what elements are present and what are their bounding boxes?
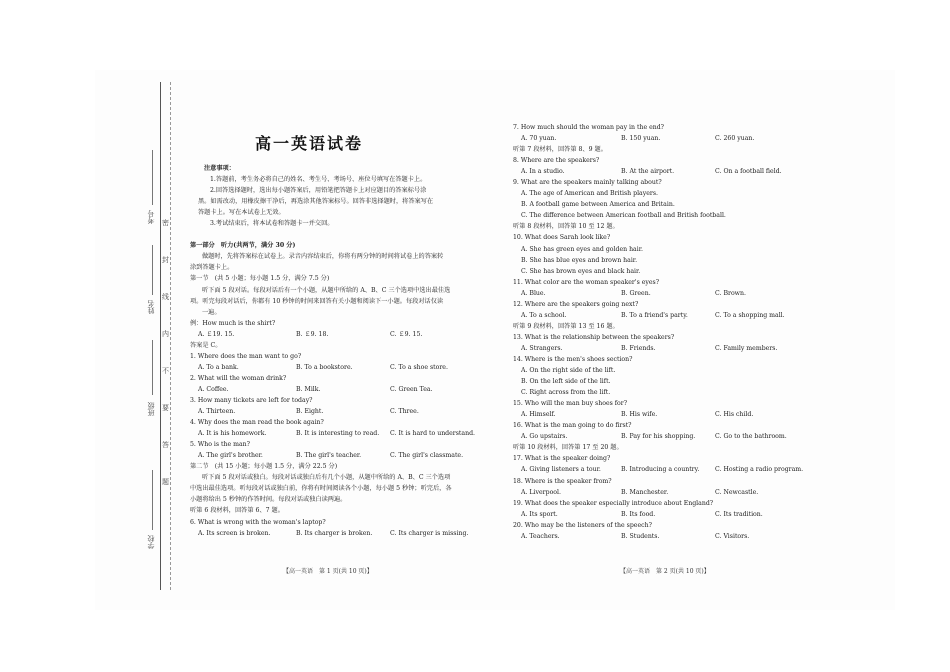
option: A. It is his homework. [198,430,267,438]
note-line: 1.答题前，考生务必将自己的姓名、考生号、考场号、座位号填写在答题卡上。 [210,176,427,184]
options [513,431,813,442]
question: 14. Where is the men's shoes section? [513,355,633,363]
section1-heading: 第一节 (共 5 小题；每小题 1.5 分，满分 7.5 分) [190,275,330,283]
seal-char: 线 [162,293,169,301]
question: 5. Who is the man? [190,441,250,449]
option: A. She has green eyes and golden hair. [521,245,643,253]
options [513,464,813,475]
option: C. Family members. [715,344,778,352]
options [513,133,813,144]
option: C. Its charger is missing. [390,529,469,537]
options [190,406,490,417]
option: B. Manchester. [621,488,669,496]
option: C. ￡9. 15. [390,330,423,338]
page-footer-2: 【高一英语 第 2 页(共 10 页)】 [620,568,710,575]
question: 17. What is the speaker doing? [513,455,611,463]
section2-intro: 听下面 5 段对话或独白。每段对话或独白后有几个小题，从题中所给的 A、B、C 三个选项 [202,474,451,482]
option: C. Its tradition. [715,510,763,518]
options [513,409,813,420]
note-line: 黑。如需改动，用橡皮擦干净后，再选涂其他答案标号。回答非选择题时，将答案写在 [198,198,434,206]
option: A. ￡19. 15. [198,330,235,338]
section2-intro: 中选出最佳选项。听每段对话或独白前，你将有时间阅读各个小题，每小题 5 秒钟；听完后，各 [190,485,452,493]
page-title: 高一英语试卷 [255,134,364,153]
question: 6. What is wrong with the woman's laptop? [190,518,326,526]
seal-char: 答 [162,441,169,449]
question: 20. Who may be the listeners of the speech? [513,521,652,529]
option: A. Thirteen. [198,408,236,416]
option: B. His wife. [621,411,658,419]
option: C. The difference between American football and British football. [521,212,726,220]
option: C. Brown. [715,289,746,297]
option: A. Coffee. [198,385,229,393]
spacer [190,229,490,240]
option: C. Green Tea. [390,385,433,393]
option: A. To a bank. [198,363,239,371]
label-class: 班级 [147,402,155,416]
name-line [152,245,153,295]
example-question: 例：How much is the shirt? [190,319,276,327]
seal-char: 题 [162,478,169,486]
section2-heading: 第二节 (共 15 小题；每小题 1.5 分，满分 22.5 分) [190,463,338,471]
option: A. Go upstairs. [521,433,568,441]
option: C. Three. [390,408,419,416]
question: 9. What are the speakers mainly talking about? [513,179,662,187]
option: B. She has blue eyes and brown hair. [521,256,638,264]
options [513,288,813,299]
seal-char: 密 [162,219,169,227]
label-name: 姓名 [147,300,155,314]
material-note: 听第 9 段材料，回答第 13 至 16 题。 [513,322,619,330]
note-line: 2.回答选择题时，选出每小题答案后，用铅笔把答题卡上对应题目的答案标号涂 [210,187,427,195]
option: A. The age of American and British players. [521,190,659,198]
option: A. Himself. [521,411,556,419]
option: A. On the right side of the lift. [521,367,616,375]
option: B. ￡9. 18. [296,330,329,338]
option: B. 150 yuan. [621,135,661,143]
material-note: 听第 6 段材料，回答第 6、7 题。 [190,507,284,515]
section2-intro: 小题将给出 5 秒钟的作答时间。每段对话或独白读两遍。 [190,496,347,504]
page-footer-1: 【高一英语 第 1 页(共 10 页)】 [283,568,373,575]
section1-intro: 项。听完每段对话后，你都有 10 秒钟的时间来回答有关小题和阅读下一小题。每段对话仅读 [190,297,444,305]
question: 19. What does the speaker especially introduce about England? [513,499,714,507]
label-kaohao: 考号 [147,210,155,224]
question: 4. Why does the man read the book again? [190,419,324,427]
option: C. Hosting a radio program. [715,466,804,474]
option: B. A football game between America and Britain. [521,201,675,209]
option: B. The girl's teacher. [296,452,362,460]
question: 1. Where does the man want to go? [190,352,302,360]
question: 12. Where are the speakers going next? [513,300,639,308]
option: B. Green. [621,289,651,297]
option: A. Giving listeners a tour. [521,466,601,474]
options [190,362,490,373]
options [190,384,490,395]
option: A. Its screen is broken. [198,529,271,537]
options [190,450,490,461]
example-options [190,329,490,340]
option: A. Liverpool. [521,488,561,496]
option: C. Newcastle. [715,488,759,496]
note-line: 3.考试结束后，将本试卷和答题卡一并交回。 [210,220,334,228]
seal-char: 内 [162,330,169,338]
option: A. Its sport. [521,510,558,518]
note-line: 答题卡上。写在本试卷上无效。 [198,209,285,217]
option: C. Go to the bathroom. [715,433,787,441]
question: 10. What does Sarah look like? [513,234,611,242]
left-column [190,163,490,539]
option: C. It is hard to understand. [390,430,476,438]
option: B. To a friend's party. [621,311,688,319]
options [513,310,813,321]
section1-intro: 听下面 5 段对话。每段对话后有一个小题，从题中所给的 A、B、C 三个选项中选出最佳选 [202,286,451,294]
example-answer: 答案是 C。 [190,341,222,349]
question: 3. How many tickets are left for today? [190,396,313,404]
option: C. To a shoe store. [390,363,448,371]
options [513,343,813,354]
options [190,528,490,539]
option: C. To a shopping mall. [715,311,785,319]
option: B. Milk. [296,385,321,393]
binding-dashed-line [170,82,172,590]
question: 16. What is the man going to do first? [513,422,632,430]
question: 7. How much should the woman pay in the end? [513,124,664,131]
option: B. Students. [621,532,660,540]
option: B. It is interesting to read. [296,430,380,438]
option: B. Pay for his shopping. [621,433,696,441]
right-column [513,122,813,542]
question: 15. Who will the man buy shoes for? [513,400,628,408]
options [513,531,813,542]
option: C. The girl's classmate. [390,452,464,460]
option: C. Visitors. [715,532,750,540]
option: B. Its charger is broken. [296,529,373,537]
options [513,166,813,177]
kaohao-line [152,150,153,205]
option: A. In a studio. [521,168,565,176]
option: B. Friends. [621,344,656,352]
option: C. Right across from the lift. [521,389,611,397]
question: 2. What will the woman drink? [190,374,287,382]
seal-char: 要 [162,404,169,412]
material-note: 听第 7 段材料，回答第 8、9 题。 [513,146,607,154]
seal-char: 不 [162,367,169,375]
part1-intro: 做题时，先将答案标在试卷上。录音内容结束后，你将有两分钟的时间将试卷上的答案转 [202,253,444,261]
question: 11. What color are the woman speaker's eyes? [513,278,660,286]
option: A. 70 yuan. [521,135,557,143]
option: A. To a school. [521,311,567,319]
option: B. Introducing a country. [621,466,700,474]
option: B. Its food. [621,510,656,518]
option: A. Strangers. [521,344,563,352]
question: 18. Where is the speaker from? [513,477,612,485]
school-line [152,470,153,530]
options [513,509,813,520]
binding-line [160,82,161,590]
option: B. To a bookstore. [296,363,353,371]
part1-heading: 第一部分 听力(共两节，满分 30 分) [190,242,296,250]
options [190,428,490,439]
part1-intro: 涂到答题卡上。 [190,264,234,272]
class-line [152,340,153,395]
options [513,487,813,498]
section1-intro: 一遍。 [202,308,221,316]
label-school: 学校 [147,535,155,549]
option: C. 260 yuan. [715,135,755,143]
option: C. She has brown eyes and black hair. [521,267,641,275]
option: C. On a football field. [715,168,782,176]
seal-char: 封 [162,256,169,264]
material-note: 听第 10 段材料，回答第 17 至 20 题。 [513,444,623,452]
option: B. Eight. [296,408,324,416]
option: A. Teachers. [521,532,560,540]
notes-heading: 注意事项： [204,165,235,172]
option: A. Blue. [521,289,546,297]
question: 13. What is the relationship between the speakers? [513,333,675,341]
option: A. The girl's brother. [198,452,263,460]
question: 8. Where are the speakers? [513,157,600,165]
material-note: 听第 8 段材料，回答第 10 至 12 题。 [513,223,619,231]
option: B. At the airport. [621,168,675,176]
option: B. On the left side of the lift. [521,378,611,386]
option: C. His child. [715,411,754,419]
